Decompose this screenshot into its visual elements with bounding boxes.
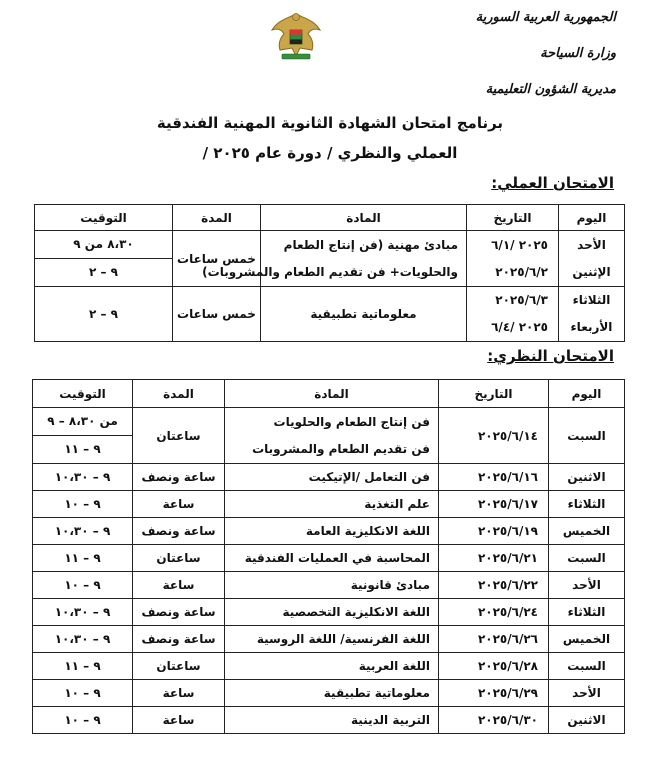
subject-cell: اللغة الانكليزية العامة <box>225 518 439 545</box>
ministry-line-education: مديرية الشؤون التعليمية <box>485 82 616 97</box>
day-cell: الاثنين <box>549 707 625 734</box>
subject-cell: فن التعامل /الإتيكيت <box>225 464 439 491</box>
day-cell: الأحد <box>549 680 625 707</box>
day-cell: الثلاثاء <box>572 293 611 307</box>
day-cell: الثلاثاء <box>549 599 625 626</box>
practical-exam-table <box>34 204 625 342</box>
date-cell: ٢٠٢٥/٦/١٦ <box>439 464 549 491</box>
table-row <box>33 599 625 626</box>
col-date: التاريخ <box>467 205 559 231</box>
exam-session-subtitle: العملي والنظري / دورة عام ٢٠٢٥ / <box>202 144 458 162</box>
day-cell: الإثنين <box>572 264 611 279</box>
syrian-eagle-emblem-icon <box>268 8 324 62</box>
time-cell: ٩ – ١١ <box>33 545 133 572</box>
theory-exam-table <box>32 379 625 734</box>
table-row <box>33 545 625 572</box>
time-cell: ٩ – ١٠ <box>33 707 133 734</box>
date-cell: ٢٠٢٥/٦/٢١ <box>439 545 549 572</box>
ministry-line-republic: الجمهورية العربية السورية <box>475 10 616 25</box>
day-cell: السبت <box>549 653 625 680</box>
date-cell: ٢٠٢٥/٦/١٧ <box>439 491 549 518</box>
duration-cell: خمس ساعات <box>173 231 261 287</box>
duration-cell: ساعتان <box>133 408 225 464</box>
duration-cell: ساعتان <box>133 653 225 680</box>
col-duration: المدة <box>133 380 225 408</box>
table-row <box>33 408 625 464</box>
subject-cell: اللغة الفرنسية/ اللغة الروسية <box>225 626 439 653</box>
subject-cell: اللغة الانكليزية التخصصية <box>225 599 439 626</box>
day-cell: الخميس <box>549 626 625 653</box>
day-cell: الاثنين <box>549 464 625 491</box>
date-cell: ٢٠٢٥/٦/٢ <box>495 264 548 279</box>
duration-cell: ساعة <box>133 707 225 734</box>
day-cell: الأحد <box>577 237 606 252</box>
date-cell: ٢٠٢٥ /٦/١ <box>491 237 548 252</box>
table-row <box>33 464 625 491</box>
time-cell: ٩ – ٢ <box>88 265 118 279</box>
duration-cell: خمس ساعات <box>173 287 261 342</box>
col-subject: المادة <box>261 205 467 231</box>
exam-program-title: برنامج امتحان الشهادة الثانوية المهنية الفندقية <box>156 114 504 132</box>
subject-cell: فن تقديم الطعام والمشروبات <box>252 441 430 456</box>
day-cell: الخميس <box>549 518 625 545</box>
duration-cell: ساعة ونصف <box>133 518 225 545</box>
col-time: التوقيت <box>33 380 133 408</box>
table-row <box>35 287 625 342</box>
date-cell: ٢٠٢٥/٦/٢٦ <box>439 626 549 653</box>
subject-cell: مبادئ قانونية <box>225 572 439 599</box>
date-cell: ٢٠٢٥/٦/٢٩ <box>439 680 549 707</box>
table-row <box>33 572 625 599</box>
table-row <box>33 491 625 518</box>
col-duration: المدة <box>173 205 261 231</box>
time-cell: ٩ – ١٠،٣٠ <box>33 626 133 653</box>
col-day: اليوم <box>549 380 625 408</box>
duration-cell: ساعة ونصف <box>133 626 225 653</box>
day-cell: الثلاثاء <box>549 491 625 518</box>
date-cell: ٢٠٢٥/٦/١٤ <box>439 408 549 464</box>
duration-cell: ساعة ونصف <box>133 464 225 491</box>
time-cell: ٩ – ١١ <box>33 653 133 680</box>
duration-cell: ساعتان <box>133 545 225 572</box>
col-day: اليوم <box>559 205 625 231</box>
theory-exam-heading: الامتحان النظري: <box>487 347 614 365</box>
date-cell: ٢٠٢٥/٦/٢٢ <box>439 572 549 599</box>
time-cell: ٩ – ١٠،٣٠ <box>33 464 133 491</box>
day-cell: السبت <box>549 408 625 464</box>
table-row <box>33 680 625 707</box>
duration-cell: ساعة ونصف <box>133 599 225 626</box>
time-cell: ٩ – ١٠ <box>33 491 133 518</box>
day-cell: السبت <box>549 545 625 572</box>
col-time: التوقيت <box>35 205 173 231</box>
table-row <box>33 626 625 653</box>
duration-cell: ساعة <box>133 572 225 599</box>
date-cell: ٢٠٢٥/٦/٣ <box>495 293 548 307</box>
date-cell: ٢٠٢٥/٦/٢٤ <box>439 599 549 626</box>
time-cell: من ٨،٣٠ – ٩ <box>33 408 132 436</box>
subject-cell: المحاسبة في العمليات الفندقية <box>225 545 439 572</box>
time-cell: ٩ – ١٠،٣٠ <box>33 599 133 626</box>
ministry-line-tourism: وزارة السياحة <box>540 46 616 61</box>
time-cell: ٩ – ١٠ <box>33 572 133 599</box>
table-row <box>35 231 625 287</box>
time-cell: ٩ – ١١ <box>64 442 101 456</box>
time-cell: ٩ – ١٠،٣٠ <box>33 518 133 545</box>
practical-exam-heading: الامتحان العملي: <box>491 174 614 192</box>
date-cell: ٢٠٢٥/٦/٢٨ <box>439 653 549 680</box>
subject-cell: والحلويات+ فن تقديم الطعام والمشروبات) <box>202 264 458 279</box>
date-cell: ٢٠٢٥/٦/٣٠ <box>439 707 549 734</box>
table-row <box>33 518 625 545</box>
subject-cell: معلوماتية تطبيقية <box>261 287 467 342</box>
subject-cell: اللغة العربية <box>225 653 439 680</box>
day-cell: الأربعاء <box>570 320 613 334</box>
subject-cell: علم التغذية <box>225 491 439 518</box>
table-row <box>33 653 625 680</box>
time-cell: ٩ – ١٠ <box>33 680 133 707</box>
subject-cell: معلوماتية تطبيقية <box>225 680 439 707</box>
subject-cell: مبادئ مهنية (فن إنتاج الطعام <box>283 237 458 252</box>
subject-cell: فن إنتاج الطعام والحلويات <box>273 414 430 429</box>
date-cell: ٢٠٢٥ /٦/٤ <box>491 320 548 334</box>
day-cell: الأحد <box>549 572 625 599</box>
subject-cell: التربية الدينية <box>225 707 439 734</box>
duration-cell: ساعة <box>133 491 225 518</box>
time-cell: ٨،٣٠ من ٩ <box>35 231 172 259</box>
table-row <box>33 707 625 734</box>
col-subject: المادة <box>225 380 439 408</box>
time-cell: ٩ – ٢ <box>35 287 173 342</box>
duration-cell: ساعة <box>133 680 225 707</box>
date-cell: ٢٠٢٥/٦/١٩ <box>439 518 549 545</box>
col-date: التاريخ <box>439 380 549 408</box>
